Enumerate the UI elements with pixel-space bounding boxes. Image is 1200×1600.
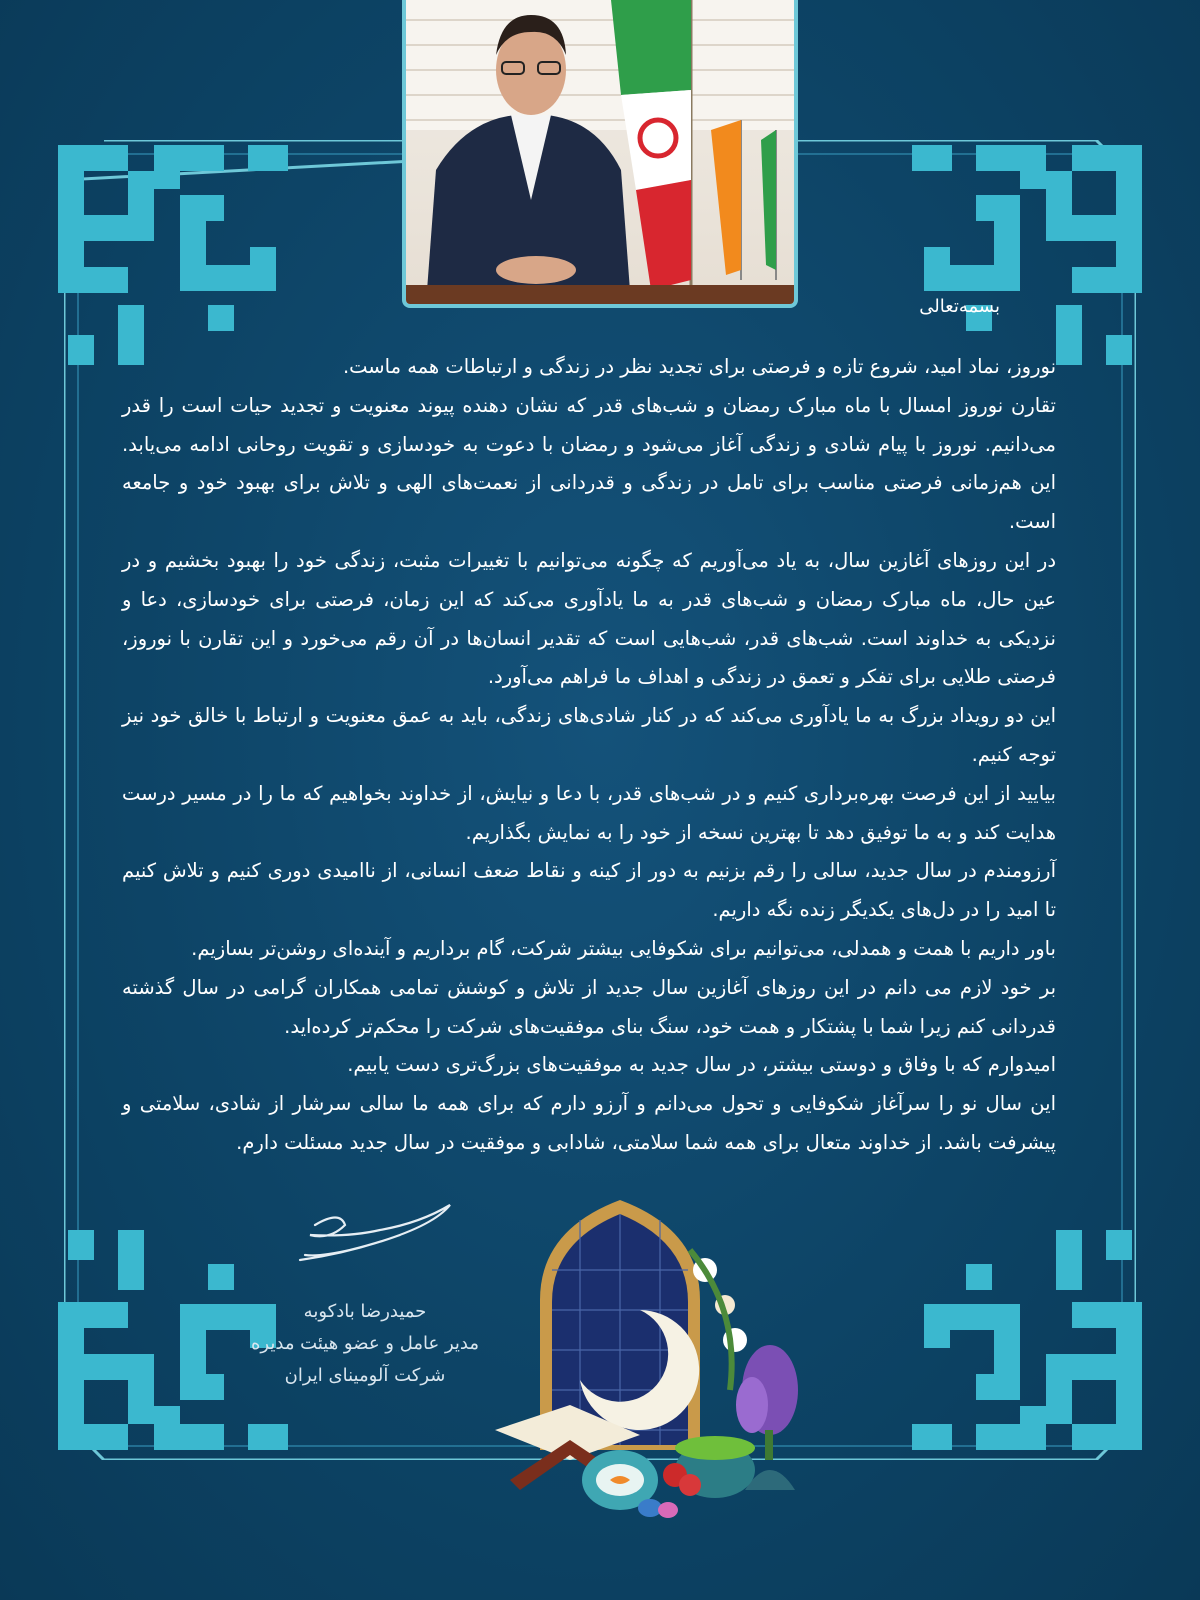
letter-paragraph: بر خود لازم می دانم در این روزهای آغازین سال جدید از تلاش و کوشش تمامی همکاران گرامی در سال گذشته قدردانی کنم زیرا شما با پشتکار و همت خود، سنگ بنای موفقیت‌های شرکت را محکم‌تر کرده‌اید. (122, 975, 1056, 1038)
letter-paragraph: نوروز، نماد امید، شروع تازه و فرصتی برای تجدید نظر در زندگی و ارتباطات همه ماست. (342, 355, 1056, 378)
corner-ornament-bottom-right (912, 1230, 1142, 1460)
letter-paragraph: باور داریم با همت و همدلی، می‌توانیم برای شکوفایی بیشتر شرکت، گام برداریم و آینده‌ای روشن‌تر بسازیم. (191, 936, 1056, 960)
corner-ornament-top-right (912, 135, 1142, 365)
letter-paragraph: در این روزهای آغازین سال، به یاد می‌آوریم که چگونه می‌توانیم با تغییرات مثبت، زندگی خود را بهبود بخشیم و در عین حال، ماه مبارک رمضان و شب‌های قدر به ما یادآوری می‌کند که این زمان، فرصتی برای خودسازی، دعا و نزدیکی به خداوند است. شب‌های قدر، شب‌هایی است که تقدیر انسان‌ها در آن رقم می‌خورد و این تقارن با نوروز، فرصتی طلایی برای تفکر و تعمق در زندگی و اهداف ما فراهم می‌آورد. (122, 548, 1056, 689)
corner-ornament-top-left (58, 135, 288, 365)
signer-name: حمیدرضا بادکوبه (303, 1301, 427, 1322)
letter-paragraph: تقارن نوروز امسال با ماه مبارک رمضان و شب‌های قدر که نشان دهنده پیوند معنویت و تجدید حیات است را قدر می‌دانیم. نوروز با پیام شادی و زندگی آغاز می‌شود و رمضان با دعوت به خودسازی و تقویت روحانی ادامه می‌یابد. این هم‌زمانی فرصتی مناسب برای تامل در زندگی و قدردانی از نعمت‌های الهی و تلاش برای بهبود خود و جامعه است. (122, 393, 1056, 534)
painted-eggs-icon (638, 1499, 678, 1518)
signer-title: مدیر عامل و عضو هیئت مدیره (251, 1333, 479, 1354)
letter-paragraph: این سال نو را سرآغاز شکوفایی و تحول می‌دانم و آرزو دارم که برای همه ما سالی سرشار از شادی، سلامتی و پیشرفت باشد. از خداوند متعال برای همه شما سلامتی، شادابی و موفقیت در سال جدید مسئلت دارم. (122, 1092, 1056, 1154)
desk-flags-icon (711, 120, 776, 280)
handwritten-signature (290, 1195, 470, 1285)
nowruz-ramadan-illustration (490, 1190, 850, 1520)
signer-block (220, 1296, 510, 1392)
ceo-portrait-photo (402, 0, 798, 308)
letter-paragraph: بیایید از این فرصت بهره‌برداری کنیم و در شب‌های قدر، با دعا و نیایش، از خداوند بخواهیم که ما را در مسیر درست هدایت کند و به ما توفیق دهد تا بهترین نسخه از خود را به نمایش بگذاریم. (122, 781, 1056, 844)
letter-paragraph: آرزومندم در سال جدید، سالی را رقم بزنیم به دور از کینه و نقاط ضعف انسانی، از ناامیدی دوری کنیم و تلاش کنیم تا امید را در دل‌های یکدیگر زنده نگه داریم. (122, 859, 1056, 922)
signer-company: شرکت آلومینای ایران (284, 1365, 446, 1386)
bismillah-heading: بسمه‌تعالی (919, 296, 1000, 317)
letter-paragraph: این دو رویداد بزرگ به ما یادآوری می‌کند که در کنار شادی‌های زندگی، باید به عمق معنویت و ارتباط با خالق خود نیز توجه کنیم. (122, 704, 1056, 766)
letter-body (122, 348, 1056, 1163)
letter-paragraph: امیدوارم که با وفاق و دوستی بیشتر، در سال جدید به موفقیت‌های بزرگ‌تری دست یابیم. (347, 1053, 1056, 1077)
